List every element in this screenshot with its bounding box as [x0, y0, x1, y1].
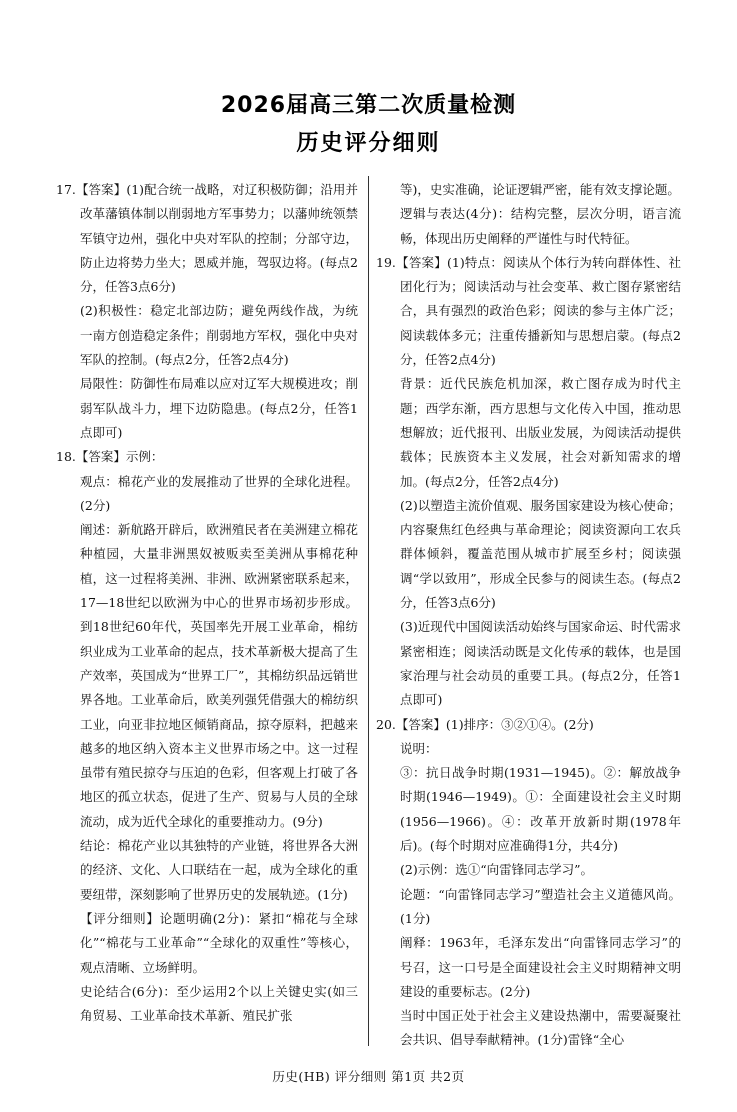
paragraph: 等)，史实准确，论证逻辑严密，能有效支撑论题。	[400, 182, 680, 197]
paragraph: 逻辑与表达(4分)：结构完整，层次分明，语言流畅，体现出历史阐释的严谨性与时代特征。	[400, 206, 681, 246]
exam-title: 2026届高三第二次质量检测	[220, 93, 517, 118]
column-divider	[368, 176, 369, 1046]
paragraph: 论题：“向雷锋同志学习”塑造社会主义道德风尚。(1分)	[400, 886, 681, 926]
paragraph: 结论：棉花产业以其独特的产业链，将世界各大洲的经济、文化、人口联结在一起，成为全球化的重要纽带，深刻影响了世界历史的发展轨迹。(1分)	[80, 838, 358, 902]
paragraph: 背景：近代民族危机加深，救亡图存成为时代主题；西学东渐，西方思想与文化传入中国，推动思想解放；近代报刊、出版业发展，为阅读活动提供载体；民族资本主义发展，社会对新知需求的增加。(每点2分，任答2点4分)	[400, 376, 681, 489]
paragraph: 当时中国正处于社会主义建设热潮中，需要凝聚社会共识、倡导奉献精神。(1分)雷锋“全心	[400, 1008, 681, 1048]
paragraph: 说明：	[400, 740, 438, 756]
right-column	[376, 178, 681, 1053]
paragraph: 阐释：1963年，毛泽东发出“向雷锋同志学习”的号召，这一口号是全面建设社会主义时期精神文明建设的重要标志。(2分)	[400, 935, 681, 999]
paragraph: 阐述：新航路开辟后，欧洲殖民者在美洲建立棉花种植园，大量非洲黑奴被贩卖至美洲从事棉花种植，这一过程将美洲、非洲、欧洲紧密联系起来，17—18世纪以欧洲为中心的世界市场初步形成。到18世纪60年代，英国率先开展工业革命，棉纺织业成为工业革命的起点，技术革新极大提高了生产效率，英国成为“世界工厂”，其棉纺织品远销世界各地。工业革命后，欧美列强凭借强大的棉纺织工业，向亚非拉地区倾销商品，掠夺原料，把越来越多的地区纳入资本主义世界市场之中。这一过程虽带有殖民掠夺与压迫的色彩，但客观上打破了各地区的孤立状态，促进了生产、贸易与人员的全球流动，成为近代全球化的重要推动力。(9分)	[80, 522, 358, 829]
paragraph: ③：抗日战争时期(1931—1945)。②：解放战争时期(1946—1949)。①：全面建设社会主义时期(1956—1966)。④：改革开放新时期(1978年后)。(每个时期对应准确得1分，共4分)	[400, 765, 681, 854]
paragraph: 18.【答案】示例：	[56, 449, 164, 465]
paragraph: 17.【答案】(1)配合统一战略，对辽积极防御；沿用并改革藩镇体制以削弱地方军事势力；以藩帅统领禁军镇守边州，强化中央对军队的控制；分部守边，防止边将势力坐大；恩威并施，驾驭边将。(每点2分，任答3点6分)	[56, 182, 358, 295]
paragraph: (2)示例：选①“向雷锋同志学习”。	[400, 862, 593, 878]
page-footer: 历史(HB) 评分细则 第1页 共2页	[272, 1069, 465, 1084]
paragraph: 观点：棉花产业的发展推动了世界的全球化进程。(2分)	[80, 473, 358, 513]
document-subtitle: 历史评分细则	[296, 131, 441, 156]
paragraph: (3)近现代中国阅读活动始终与国家命运、时代需求紧密相连；阅读活动既是文化传承的载体，也是国家治理与社会动员的重要工具。(每点2分，任答1点即可)	[400, 619, 681, 708]
paragraph: (2)以塑造主流价值观、服务国家建设为核心使命；内容聚焦红色经典与革命理论；阅读资源向工农兵群体倾斜，覆盖范围从城市扩展至乡村；阅读强调“学以致用”，形成全民参与的阅读生态。(每点2分，任答3点6分)	[400, 497, 681, 611]
paragraph: 【评分细则】论题明确(2分)：紧扣“棉花与全球化”“棉花与工业革命”“全球化的双重性”等核心，观点清晰、立场鲜明。	[80, 910, 358, 975]
paragraph: 史论结合(6分)：至少运用2个以上关键史实(如三角贸易、工业革命技术革新、殖民扩张	[80, 983, 358, 1024]
left-column	[56, 178, 358, 1028]
paragraph: (2)积极性：稳定北部边防；避免两线作战，为统一南方创造稳定条件；削弱地方军权，强化中央对军队的控制。(每点2分，任答2点4分)	[80, 303, 358, 368]
paragraph: 局限性：防御性布局难以应对辽军大规模进攻；削弱军队战斗力，埋下边防隐患。(每点2分，任答1点即可)	[80, 376, 358, 440]
paragraph: 19.【答案】(1)特点：阅读从个体行为转向群体性、社团化行为；阅读活动与社会变革、救亡图存紧密结合，具有强烈的政治色彩；阅读的参与主体广泛；阅读载体多元；注重传播新知与思想启蒙。(每点2分，任答2点4分)	[376, 254, 681, 368]
paragraph: 20.【答案】(1)排序：③②①④。(2分)	[376, 716, 594, 732]
